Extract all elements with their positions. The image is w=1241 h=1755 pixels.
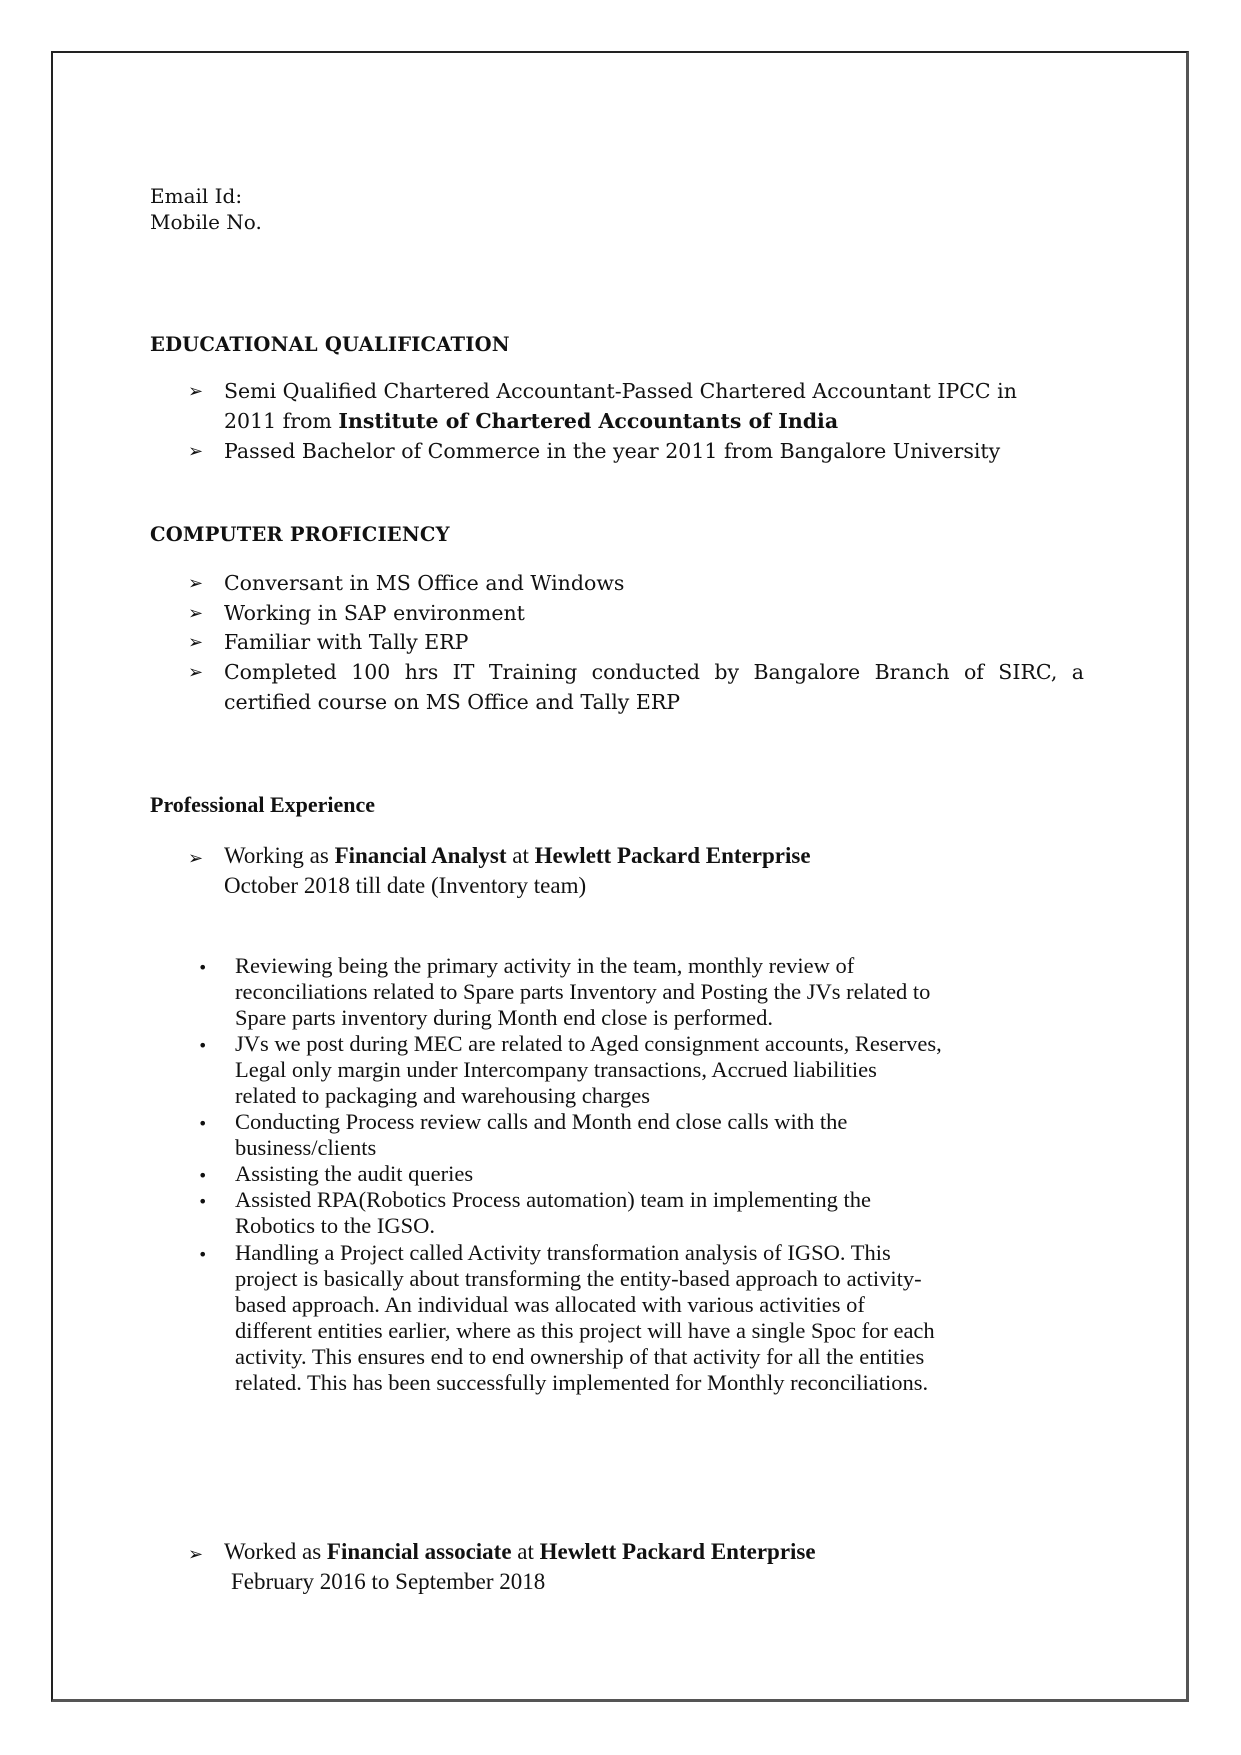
arrow-bullet-icon: ➢	[188, 848, 204, 869]
duty-line: based approach. An individual was allocated with various activities of	[235, 1292, 865, 1317]
dot-bullet-icon: •	[198, 1036, 208, 1055]
duty-line: related to packaging and warehousing charges	[235, 1083, 651, 1108]
computer-item-line: certified course on MS Office and Tally ERP	[224, 690, 681, 714]
experience-heading: Professional Experience	[150, 792, 376, 817]
job-at: at	[511, 1539, 540, 1564]
duty-line: JVs we post during MEC are related to Aged consignment accounts, Reserves,	[235, 1031, 942, 1056]
duty-line: Conducting Process review calls and Month end close calls with the	[235, 1109, 848, 1134]
job-title-line	[224, 843, 811, 869]
education-item-text: 2011 from	[224, 409, 339, 433]
computer-item-line: Completed 100 hrs IT Training conducted by Bangalore Branch of SIRC, a	[224, 660, 1084, 684]
duty-line: related. This has been successfully implemented for Monthly reconciliations.	[235, 1370, 929, 1395]
job-company: Hewlett Packard Enterprise	[534, 843, 811, 868]
duty-line: activity. This ensures end to end ownership of that activity for all the entities	[235, 1344, 925, 1369]
duty-line: Robotics to the IGSO.	[235, 1213, 435, 1238]
dot-bullet-icon: •	[198, 958, 208, 977]
institute-name: Institute of Chartered Accountants of India	[338, 409, 839, 433]
education-heading: EDUCATIONAL QUALIFICATION	[150, 333, 510, 356]
duty-line: different entities earlier, where as this project will have a single Spoc for each	[235, 1318, 935, 1343]
computer-item-line: Working in SAP environment	[224, 601, 525, 625]
computer-item-line: Conversant in MS Office and Windows	[224, 571, 625, 595]
job-prefix: Working as	[224, 843, 335, 868]
job-company: Hewlett Packard Enterprise	[539, 1539, 816, 1564]
computer-item-line: Familiar with Tally ERP	[224, 630, 469, 654]
arrow-bullet-icon: ➢	[188, 662, 204, 683]
job-title-line	[224, 1539, 816, 1565]
duty-line: project is basically about transforming the entity-based approach to activity-	[235, 1266, 922, 1291]
duty-line: Handling a Project called Activity transformation analysis of IGSO. This	[235, 1240, 891, 1265]
arrow-bullet-icon: ➢	[188, 573, 204, 594]
job-period: February 2016 to September 2018	[231, 1569, 546, 1594]
dot-bullet-icon: •	[198, 1192, 208, 1211]
job-at: at	[506, 843, 535, 868]
job-role: Financial Analyst	[334, 843, 507, 868]
duty-line: business/clients	[235, 1135, 377, 1160]
dot-bullet-icon: •	[198, 1166, 208, 1185]
computer-heading: COMPUTER PROFICIENCY	[150, 523, 450, 546]
job-period: October 2018 till date (Inventory team)	[224, 873, 587, 898]
duty-line: Spare parts inventory during Month end close is performed.	[235, 1005, 774, 1030]
duty-line: Assisted RPA(Robotics Process automation) team in implementing the	[235, 1187, 871, 1212]
dot-bullet-icon: •	[198, 1245, 208, 1264]
dot-bullet-icon: •	[198, 1114, 208, 1133]
arrow-bullet-icon: ➢	[188, 603, 204, 624]
job-role: Financial associate	[326, 1539, 512, 1564]
education-item-line: Passed Bachelor of Commerce in the year 2011 from Bangalore University	[224, 439, 1001, 463]
arrow-bullet-icon: ➢	[188, 1544, 204, 1565]
email-label: Email Id:	[150, 184, 243, 208]
job-prefix: Worked as	[224, 1539, 327, 1564]
arrow-bullet-icon: ➢	[188, 381, 204, 402]
arrow-bullet-icon: ➢	[188, 632, 204, 653]
arrow-bullet-icon: ➢	[188, 441, 204, 462]
duty-line: Assisting the audit queries	[235, 1161, 474, 1186]
mobile-label: Mobile No.	[150, 210, 262, 234]
education-item-line	[224, 409, 838, 433]
duty-line: Reviewing being the primary activity in the team, monthly review of	[235, 953, 855, 978]
education-item-line: Semi Qualified Chartered Accountant-Passed Chartered Accountant IPCC in	[224, 379, 1017, 403]
page-border	[51, 51, 1189, 1702]
duty-line: Legal only margin under Intercompany transactions, Accrued liabilities	[235, 1057, 877, 1082]
duty-line: reconciliations related to Spare parts Inventory and Posting the JVs related to	[235, 979, 931, 1004]
